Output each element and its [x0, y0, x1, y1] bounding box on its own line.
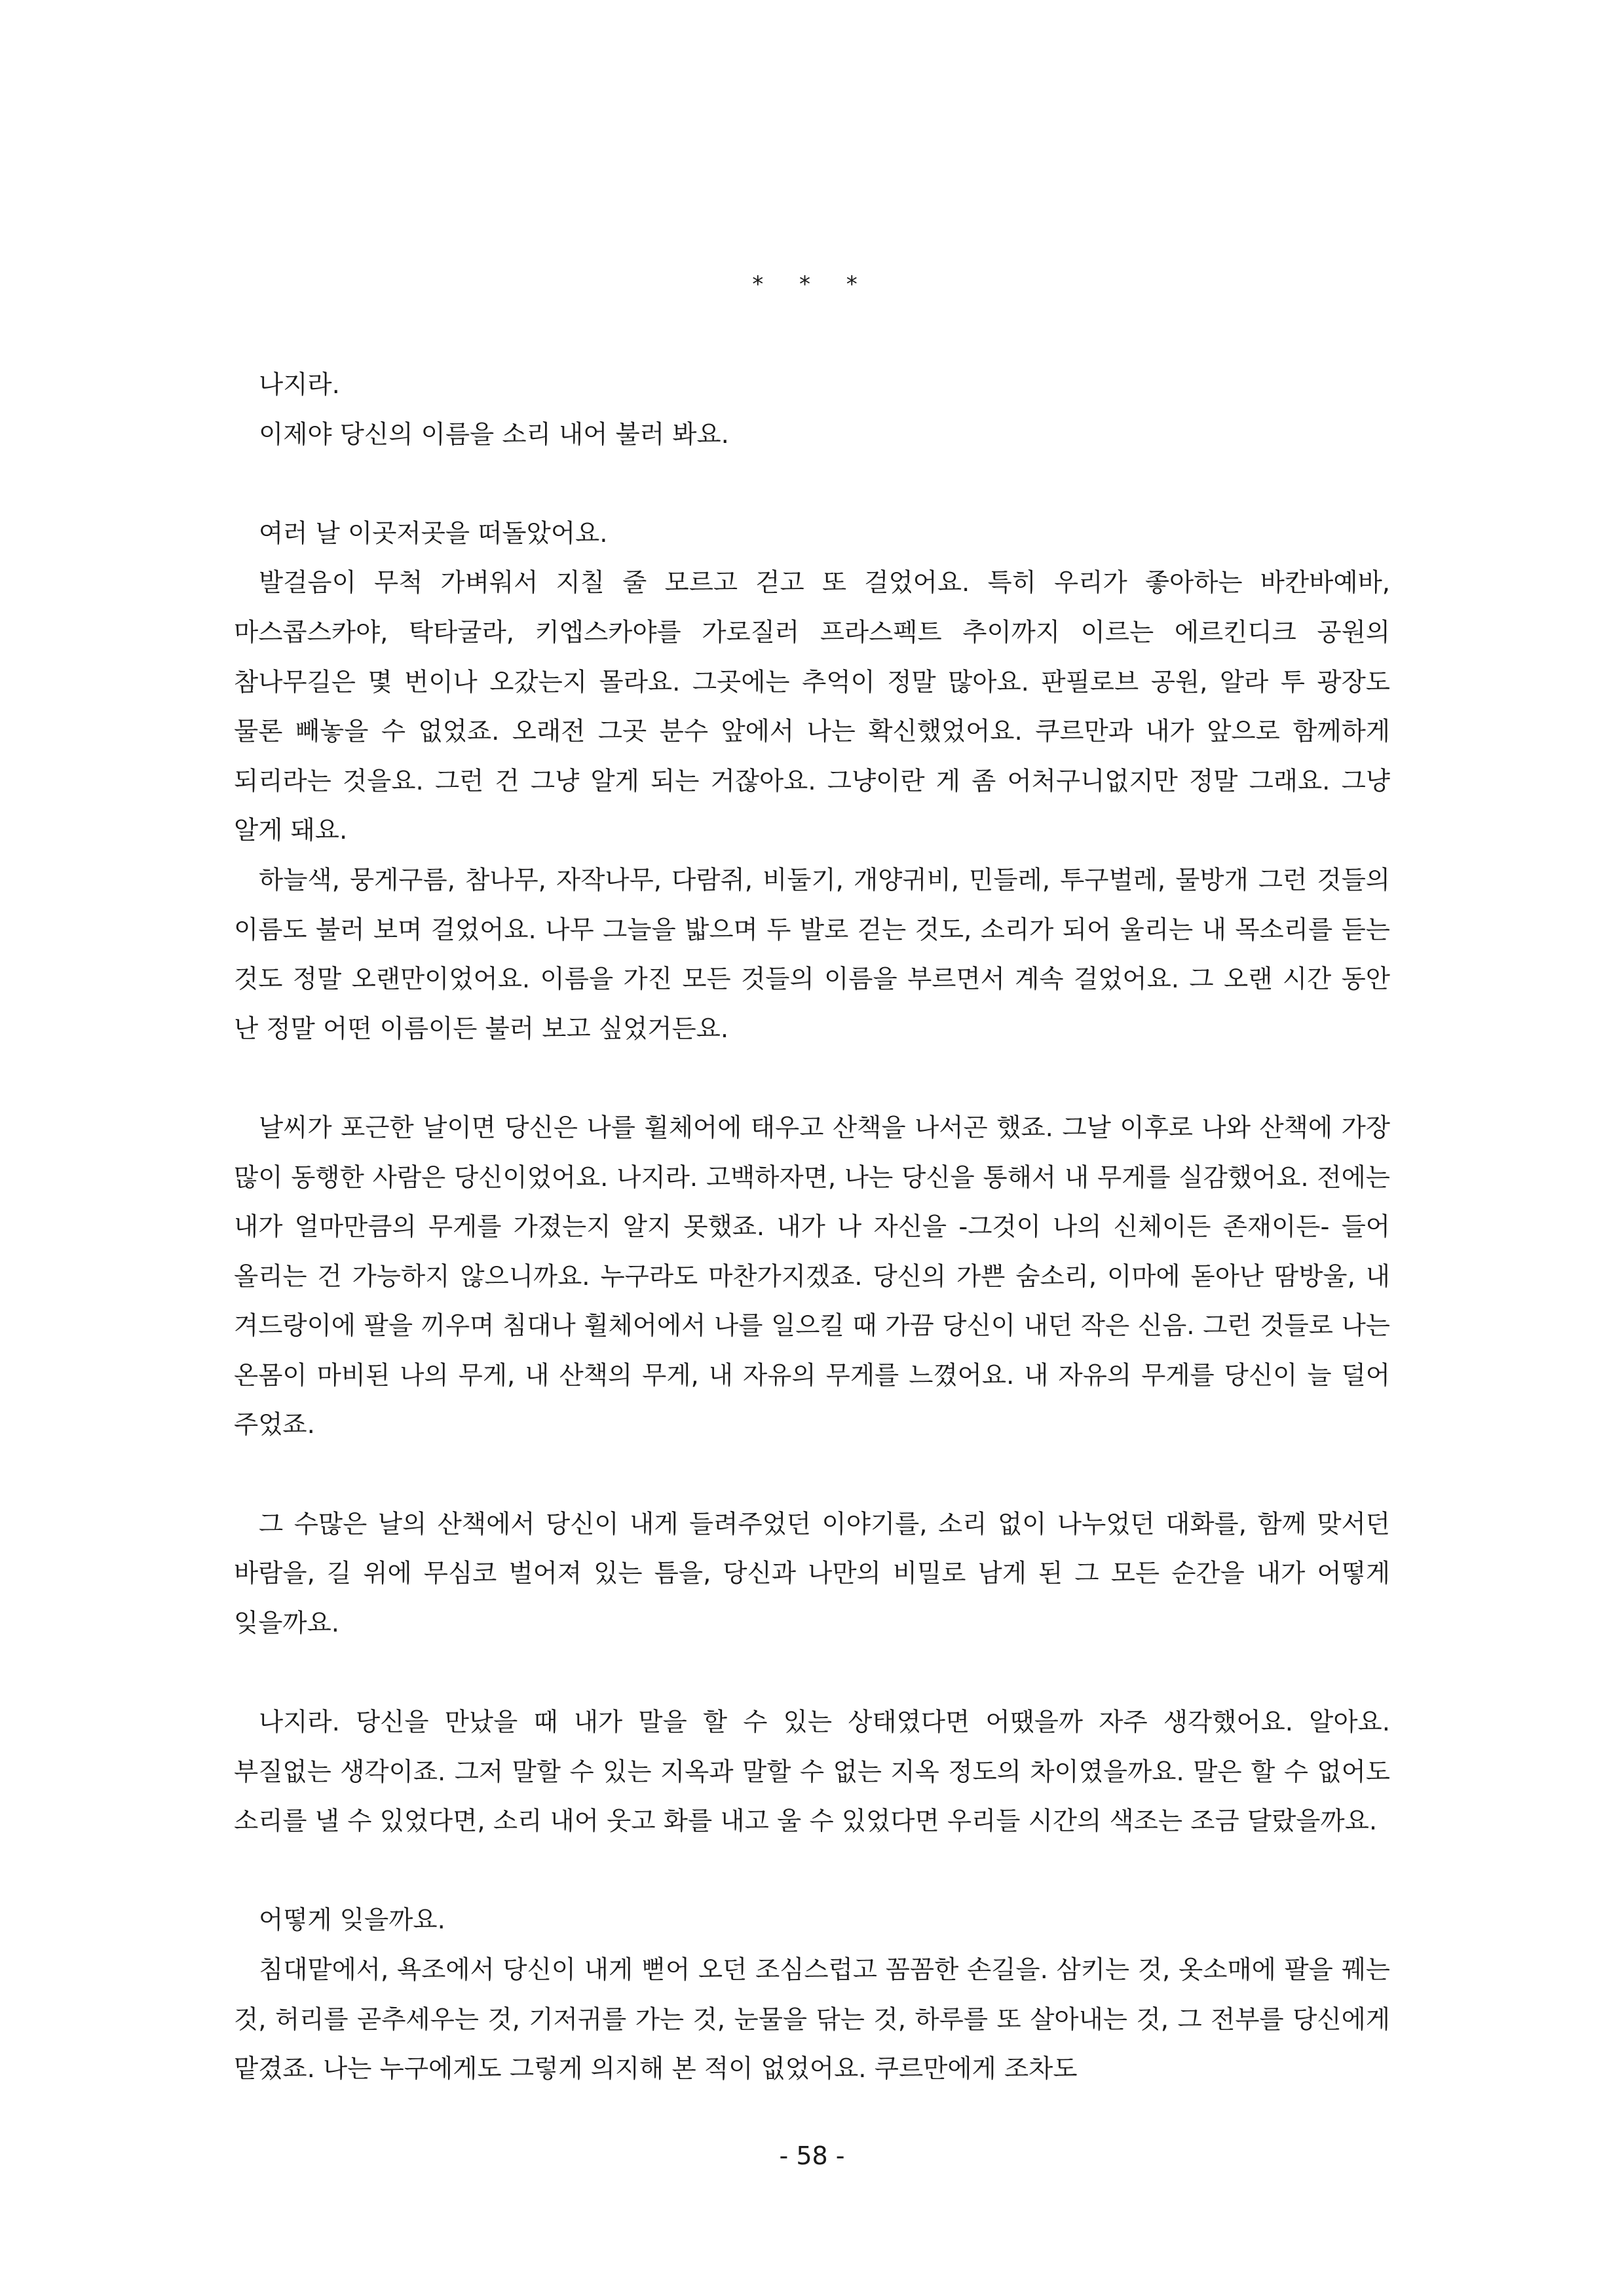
body-text [234, 360, 1390, 2094]
section-separator: * * * [752, 271, 872, 297]
paragraph-break [234, 1846, 1390, 1896]
paragraph-break [234, 1054, 1390, 1103]
paragraph-break [234, 459, 1390, 509]
page-number: - 58 - [779, 2141, 845, 2170]
paragraph: 그 수많은 날의 산책에서 당신이 내게 들려주었던 이야기를, 소리 없이 나누었던 대화를, 함께 맞서던 바람을, 길 위에 무심코 벌어져 있는 틈을, 당신과 나만의 비밀로 남게 된 그 모든 순간을 내가 어떻게 잊을까요. [234, 1509, 1390, 1638]
paragraph-break [234, 1450, 1390, 1500]
paragraph: 이제야 당신의 이름을 소리 내어 불러 봐요. [259, 419, 729, 450]
paragraph-break [234, 1648, 1390, 1698]
paragraph: 발걸음이 무척 가벼워서 지칠 줄 모르고 걷고 또 걸었어요. 특히 우리가 좋아하는 바칸바예바, 마스콥스카야, 탁타굴라, 키엡스카야를 가로질러 프라스펙트 추이까지 이르는 에르킨디크 공원의 참나무길은 몇 번이나 오갔는지 몰라요. 그곳에는 추억이 정말 많아요. 판필로브 공원, 알라 투 광장도 물론 빼놓을 수 없었죠. 오래전 그곳 분수 앞에서 나는 확신했었어요. 쿠르만과 내가 앞으로 함께하게 되리라는 것을요. 그런 건 그냥 알게 되는 거잖아요. 그냥이란 게 좀 어처구니없지만 정말 그래요. 그냥 알게 돼요. [234, 568, 1390, 846]
paragraph: 여러 날 이곳저곳을 떠돌았어요. [259, 518, 608, 548]
paragraph: 나지라. [259, 370, 340, 400]
paragraph: 나지라. 당신을 만났을 때 내가 말을 할 수 있는 상태였다면 어땠을까 자주 생각했어요. 알아요. 부질없는 생각이죠. 그저 말할 수 있는 지옥과 말할 수 없는 지옥 정도의 차이였을까요. 말은 할 수 없어도 소리를 낼 수 있었다면, 소리 내어 웃고 화를 내고 울 수 있었다면 우리들 시간의 색조는 조금 달랐을까요. [234, 1708, 1390, 1837]
paragraph: 어떻게 잊을까요. [259, 1905, 445, 1936]
paragraph: 날씨가 포근한 날이면 당신은 나를 휠체어에 태우고 산책을 나서곤 했죠. 그날 이후로 나와 산책에 가장 많이 동행한 사람은 당신이었어요. 나지라. 고백하자면, 나는 당신을 통해서 내 무게를 실감했어요. 전에는 내가 얼마만큼의 무게를 가졌는지 알지 못했죠. 내가 나 자신을 -그것이 나의 신체이든 존재이든- 들어 올리는 건 가능하지 않으니까요. 누구라도 마찬가지겠죠. 당신의 가쁜 숨소리, 이마에 돋아난 땀방울, 내 겨드랑이에 팔을 끼우며 침대나 휠체어에서 나를 일으킬 때 가끔 당신이 내던 작은 신음. 그런 것들로 나는 온몸이 마비된 나의 무게, 내 산책의 무게, 내 자유의 무게를 느꼈어요. 내 자유의 무게를 당신이 늘 덜어 주었죠. [234, 1113, 1390, 1440]
paragraph: 침대맡에서, 욕조에서 당신이 내게 뻗어 오던 조심스럽고 꼼꼼한 손길을. 삼키는 것, 옷소매에 팔을 꿰는 것, 허리를 곧추세우는 것, 기저귀를 가는 것, 눈물을 닦는 것, 하루를 또 살아내는 것, 그 전부를 당신에게 맡겼죠. 나는 누구에게도 그렇게 의지해 본 적이 없었어요. 쿠르만에게 조차도 [234, 1955, 1390, 2084]
paragraph: 하늘색, 뭉게구름, 참나무, 자작나무, 다람쥐, 비둘기, 개양귀비, 민들레, 투구벌레, 물방개 그런 것들의 이름도 불러 보며 걸었어요. 나무 그늘을 밟으며 두 발로 걷는 것도, 소리가 되어 울리는 내 목소리를 듣는 것도 정말 오랜만이었어요. 이름을 가진 모든 것들의 이름을 부르면서 계속 걸었어요. 그 오랜 시간 동안 난 정말 어떤 이름이든 불러 보고 싶었거든요. [234, 865, 1390, 1044]
